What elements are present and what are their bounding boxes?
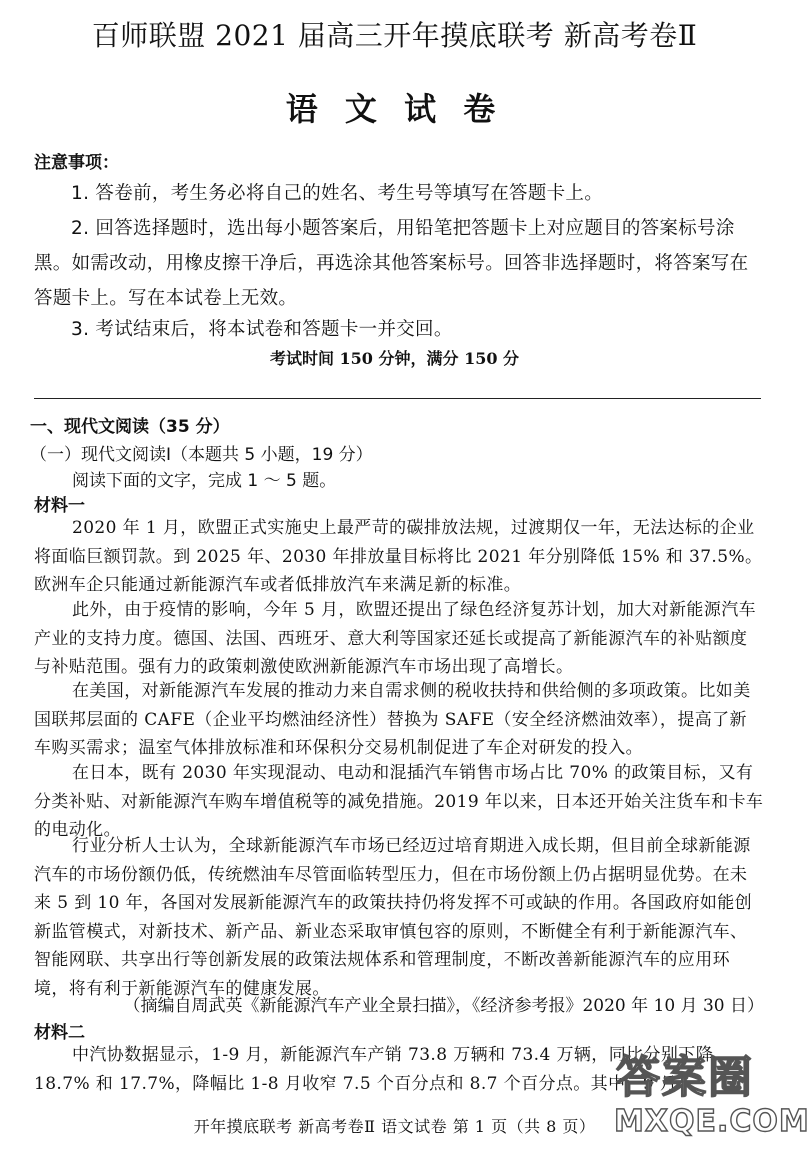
exam-header-title: 百师联盟 2021 届高三开年摸底联考 新高考卷Ⅱ <box>91 19 698 52</box>
material-2-paragraph-1: 中汽协数据显示，1-9 月，新能源汽车产销 73.8 万辆和 73.4 万辆，同比分别下降 18.7% 和 17.7%，降幅比 1-8 月收窄 7.5 个百分点和 8.7 个百分点。其中，9 月 <box>34 1045 714 1094</box>
watermark-site-text: MXQE.COM <box>614 1104 810 1139</box>
reading-instruction: 阅读下面的文字，完成 1 ～ 5 题。 <box>72 471 337 491</box>
notice-item-2: 2. 回答选择题时，选出每小题答案后，用铅笔把答题卡上对应题目的答案标号涂黑。如需改动，用橡皮擦干净后，再选涂其他答案标号。回答非选择题时，将答案写在答题卡上。写在本试卷上无效。 <box>34 218 749 309</box>
notice-item-1: 1. 答卷前，考生务必将自己的姓名、考生号等填写在答题卡上。 <box>71 183 604 204</box>
subject-title: 语 文 试 卷 <box>285 90 504 128</box>
material-1-paragraph-1: 2020 年 1 月，欧盟正式实施史上最严苛的碳排放法规，过渡期仅一年，无法达标的企业将面临巨额罚款。到 2025 年、2030 年排放量目标将比 2021 年分别降低 15% 和 37.5%。欧洲车企只能通过新能源汽车或者低排放汽车来满足新的标准。 <box>34 518 763 596</box>
notice-item-3: 3. 考试结束后，将本试卷和答题卡一并交回。 <box>71 319 453 340</box>
material-2-heading: 材料二 <box>34 1023 85 1043</box>
section-heading: 一、现代文阅读（35 分） <box>30 417 230 437</box>
section-divider <box>34 398 761 399</box>
page-footer: 开年摸底联考 新高考卷Ⅱ 语文试卷 第 1 页（共 8 页） <box>193 1117 596 1136</box>
material-1-paragraph-5: 行业分析人士认为，全球新能源汽车市场已经迈过培育期进入成长期，但目前全球新能源汽车的市场份额仍低，传统燃油车尽管面临转型压力，但在市场份额上仍占据明显优势。在未来 5 到 10 年，各国对发展新能源汽车的政策扶持仍将发挥不可或缺的作用。各国政府如能创新监管模式，对新技术、新产品、新业态采取审慎包容的原则，不断健全有利于新能源汽车、智能网联、共享出行等创新发展的政策法规体系和管理制度，不断改善新能源汽车的应用环境，将有利于新能源汽车的健康发展。 <box>34 836 753 999</box>
material-1-heading: 材料一 <box>34 496 85 516</box>
watermark-logo-text: 答案圈 <box>616 1052 754 1103</box>
section-sub-heading: （一）现代文阅读Ⅰ（本题共 5 小题，19 分） <box>30 445 373 465</box>
exam-time: 考试时间 150 分钟，满分 150 分 <box>269 349 520 368</box>
material-1-citation: （摘编自周武英《新能源汽车产业全景扫描》，《经济参考报》2020 年 10 月 30 日） <box>123 996 764 1016</box>
site-watermark <box>610 1052 810 1148</box>
notice-heading: 注意事项： <box>34 153 119 173</box>
material-1-paragraph-3: 在美国，对新能源汽车发展的推动力来自需求侧的税收扶持和供给侧的多项政策。比如美国联邦层面的 CAFE（企业平均燃油经济性）替换为 SAFE（安全经济燃油效率），提高了新车购买需求；温室气体排放标准和环保积分交易机制促进了车企对研发的投入。 <box>34 681 751 759</box>
material-1-paragraph-2: 此外，由于疫情的影响，今年 5 月，欧盟还提出了绿色经济复苏计划，加大对新能源汽车产业的支持力度。德国、法国、西班牙、意大利等国家还延长或提高了新能源汽车的补贴额度与补贴范围。强有力的政策刺激使欧洲新能源汽车市场出现了高增长。 <box>34 600 757 678</box>
material-1-paragraph-4: 在日本，既有 2030 年实现混动、电动和混插汽车销售市场占比 70% 的政策目标，又有分类补贴、对新能源汽车购车增值税等的减免措施。2019 年以来，日本还开始关注货车和卡车的电动化。 <box>34 763 764 841</box>
